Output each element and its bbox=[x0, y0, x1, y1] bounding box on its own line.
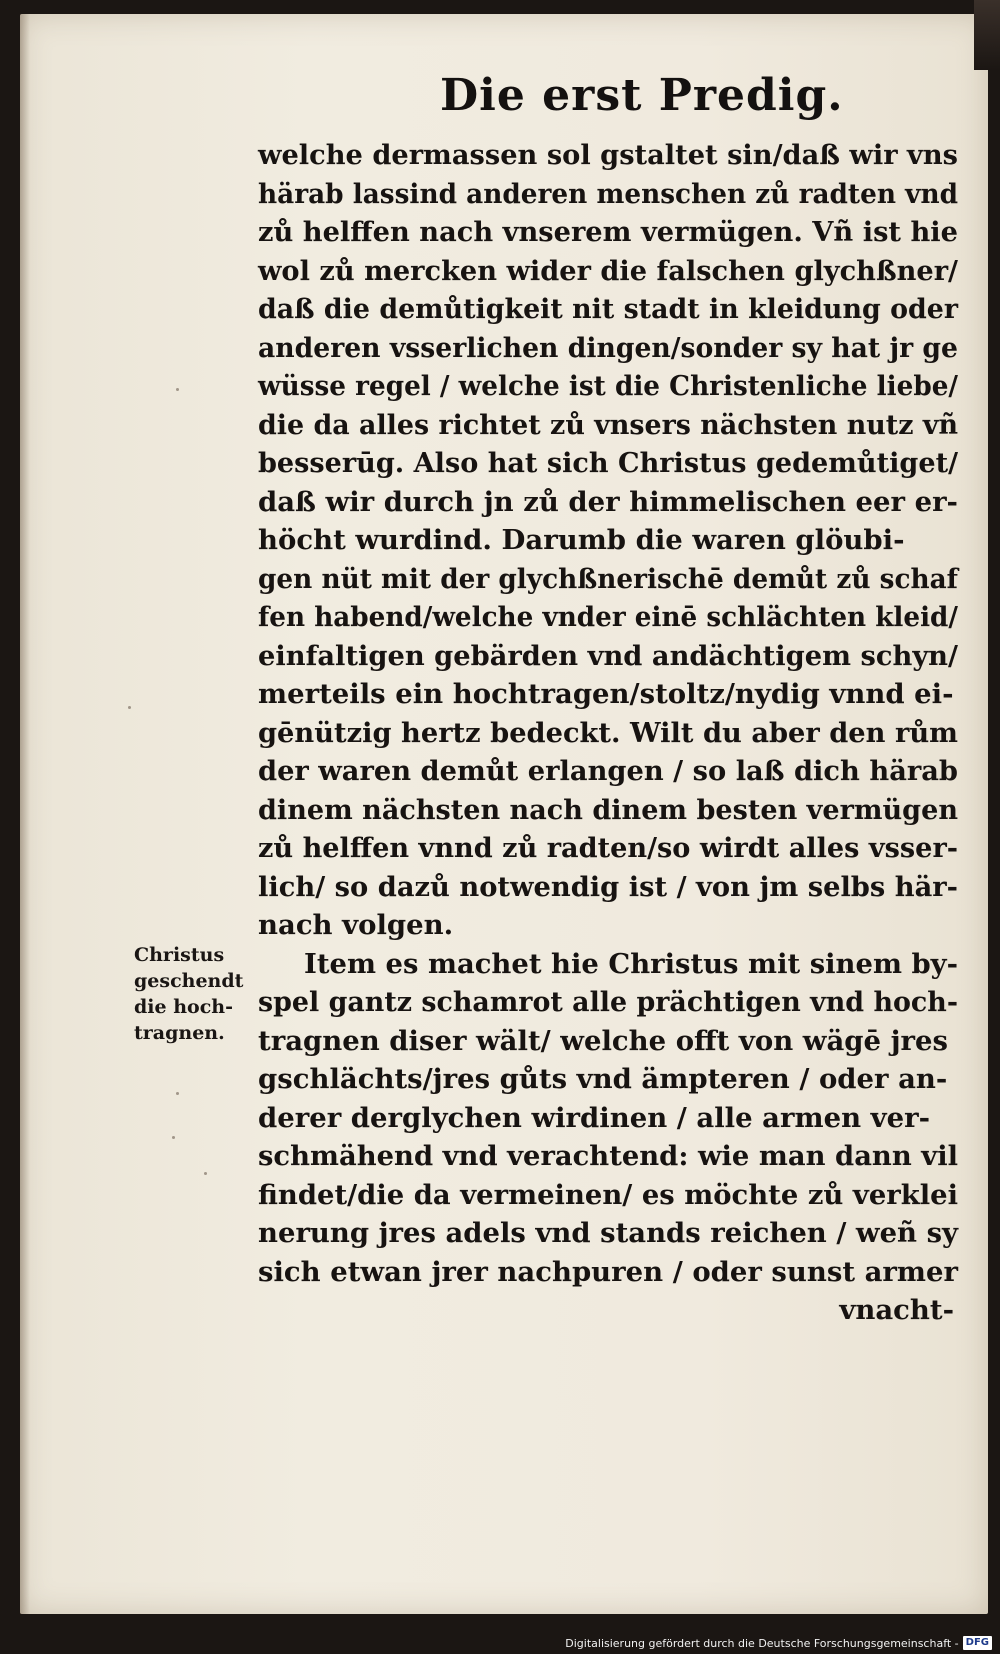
text-line: wüsse regel / welche ist die Christenliche liebe/ bbox=[258, 370, 958, 402]
text-line: der waren demůt erlangen / so laß dich härab bbox=[258, 755, 958, 787]
text-line: lich/ so dazů notwendig ist / von jm selbs här- bbox=[258, 870, 958, 903]
text-line: daß wir durch jn zů der himmelischen eer er- bbox=[258, 485, 958, 518]
paper-speck bbox=[176, 1092, 179, 1095]
paragraph-start-line: Item es machet hie Christus mit sinem by- bbox=[304, 947, 958, 980]
text-line: wol zů mercken wider die falschen glychßner/ bbox=[258, 254, 958, 287]
running-header: Die erst Predig. bbox=[440, 70, 844, 121]
text-line: die da alles richtet zů vnsers nächsten nutz vñ bbox=[258, 408, 958, 441]
digitization-footer bbox=[565, 1634, 992, 1652]
text-line: daß die demůtigkeit nit stadt in kleidung oder bbox=[258, 293, 958, 325]
text-line: sich etwan jrer nachpuren / oder sunst armer bbox=[258, 1255, 958, 1288]
text-line: dinem nächsten nach dinem besten vermügen bbox=[258, 793, 958, 826]
text-line: schmähend vnd verachtend: wie man dann vil bbox=[258, 1140, 958, 1172]
text-line: zů helffen nach vnserem vermügen. Vñ ist hie bbox=[258, 216, 958, 248]
text-line: gschlächts/jres gůts vnd ämpteren / oder an- bbox=[258, 1063, 948, 1095]
paper-speck bbox=[204, 1172, 207, 1175]
text-line: spel gantz schamrot alle prächtigen vnd hoch- bbox=[258, 986, 958, 1018]
dfg-logo: DFG bbox=[963, 1636, 992, 1650]
marginal-note-line: geschendt bbox=[134, 970, 244, 992]
paper-speck bbox=[176, 388, 179, 391]
text-line: besserūg. Also hat sich Christus gedemůtiget/ bbox=[258, 447, 958, 479]
catchword: vnacht- bbox=[839, 1294, 954, 1326]
text-line: gen nüt mit der glychßnerischē demůt zů schaf bbox=[258, 562, 958, 595]
marginal-note-line: die hoch- bbox=[134, 996, 233, 1018]
text-line: findet/die da vermeinen/ es möchte zů verklei bbox=[258, 1178, 958, 1211]
body-text bbox=[258, 136, 958, 1330]
text-line: nerung jres adels vnd stands reichen / weñ sy bbox=[258, 1217, 958, 1249]
text-line: einfaltigen gebärden vnd andächtigem schyn/ bbox=[258, 639, 958, 672]
text-line: derer derglychen wirdinen / alle armen ver- bbox=[258, 1101, 931, 1134]
text-line: zů helffen vnnd zů radten/so wirdt alles vsser- bbox=[258, 832, 958, 864]
text-line: anderen vsserlichen dingen/sonder sy hat jr ge bbox=[258, 331, 958, 364]
text-line: höcht wurdind. Darumb die waren glöubi- bbox=[258, 524, 905, 556]
text-line: gēnützig hertz bedeckt. Wilt du aber den rům bbox=[258, 716, 958, 749]
marginal-note bbox=[134, 942, 254, 1046]
marginal-note-line: tragnen. bbox=[134, 1022, 225, 1044]
digitization-credit: Digitalisierung gefördert durch die Deutsche Forschungsgemeinschaft - bbox=[565, 1636, 959, 1650]
paper-speck bbox=[128, 706, 131, 709]
text-line: tragnen diser wält/ welche offt von wägē jres bbox=[258, 1024, 948, 1057]
book-spine-corner bbox=[974, 0, 1000, 70]
paper-speck bbox=[172, 1136, 175, 1139]
text-line: nach volgen. bbox=[258, 909, 454, 941]
page-edge-shadow bbox=[20, 14, 30, 1614]
marginal-note-line: Christus bbox=[134, 944, 225, 966]
text-line: härab lassind anderen menschen zů radten vnd bbox=[258, 177, 958, 210]
text-line: merteils ein hochtragen/stoltz/nydig vnnd ei- bbox=[258, 678, 954, 710]
text-line: fen habend/welche vnder einē schlächten kleid/ bbox=[258, 601, 958, 633]
text-line: welche dermassen sol gstaltet sin/daß wir vns bbox=[258, 139, 958, 171]
